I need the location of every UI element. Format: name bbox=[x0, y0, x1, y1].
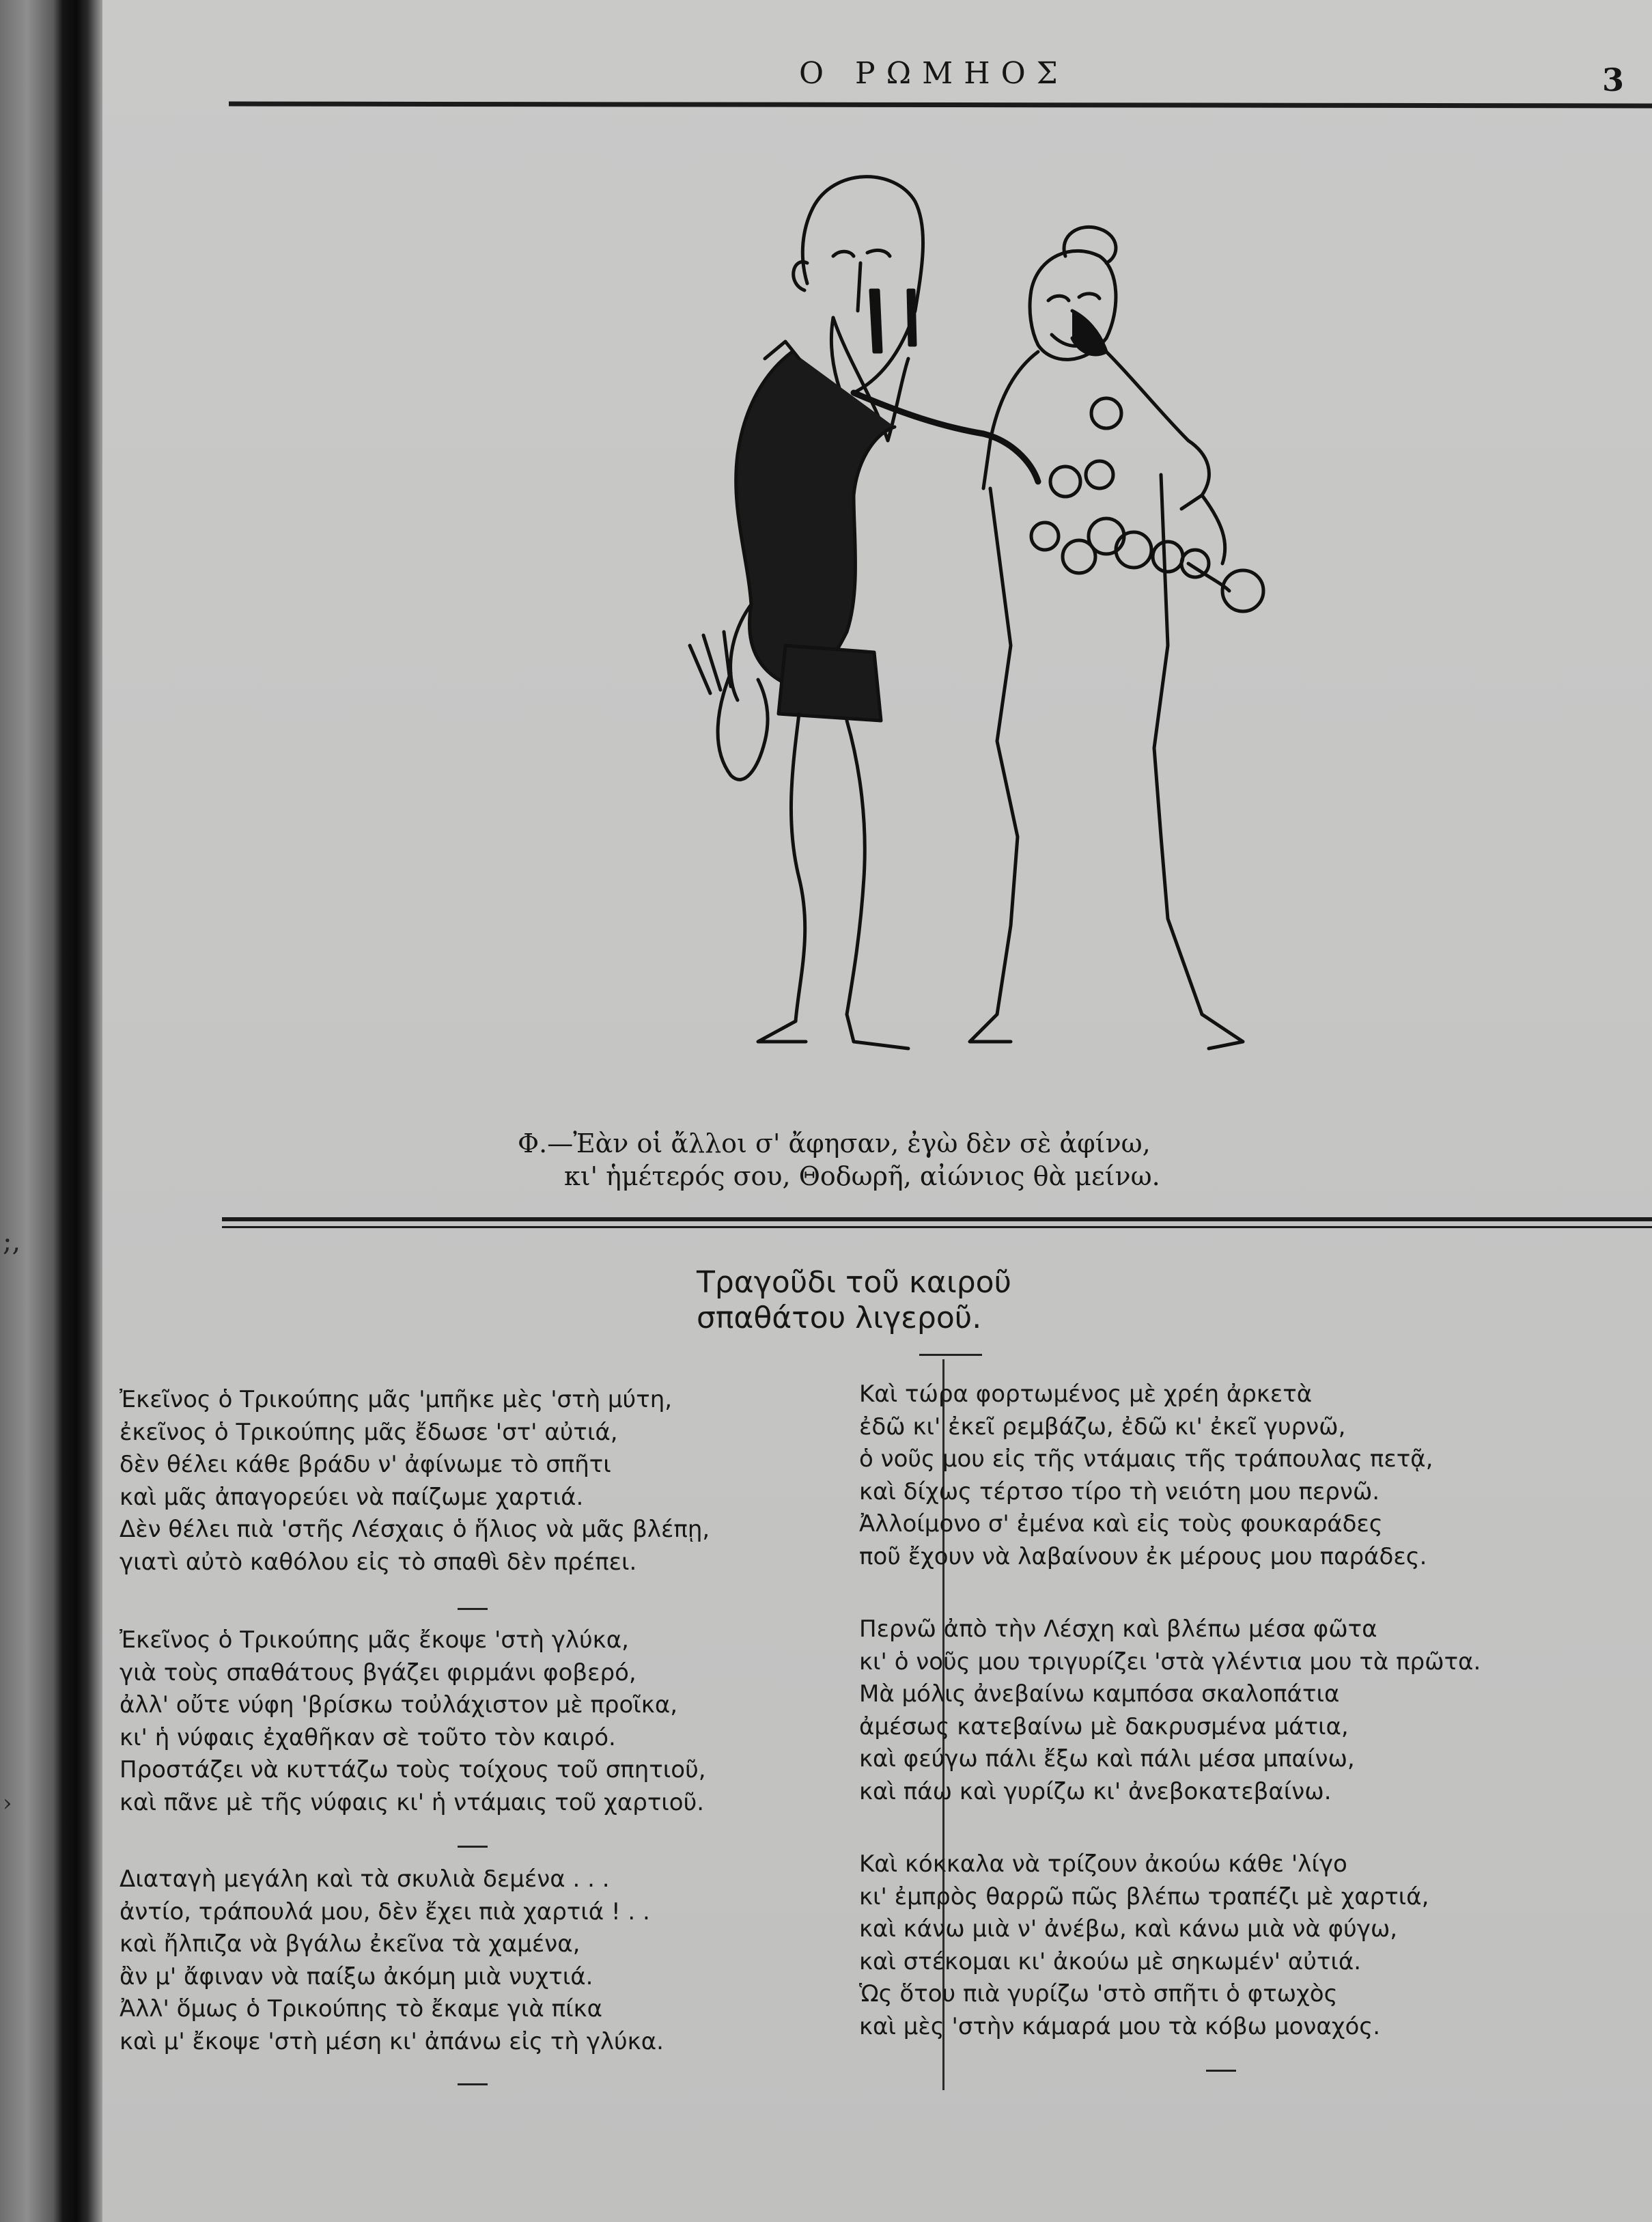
verse-line: κι' ἡ νύφαις ἐχαθῆκαν σὲ τοῦτο τὸν καιρό. bbox=[120, 1723, 616, 1751]
verse-line: ἀμέσως κατεβαίνω μὲ δακρυσμένα μάτια, bbox=[859, 1712, 1349, 1740]
verse-line: ἀλλ' οὔτε νύφη 'βρίσκω τοὐλάχιστον μὲ προῖκα, bbox=[120, 1691, 678, 1719]
stanza-separator bbox=[1206, 2070, 1236, 2072]
verse-line: ποῦ ἔχουν νὰ λαβαίνουν ἐκ μέρους μου παράδες. bbox=[859, 1542, 1427, 1570]
masthead-title: Ο ΡΩΜΗΟΣ bbox=[799, 56, 1069, 91]
verse-line: καὶ φεύγω πάλι ἔξω καὶ πάλι μέσα μπαίνω, bbox=[859, 1745, 1355, 1773]
verse-line: ἐδῶ κι' ἐκεῖ ρεμβάζω, ἐδῶ κι' ἐκεῖ γυρνῶ, bbox=[859, 1413, 1346, 1441]
stanza bbox=[859, 1848, 1429, 2043]
verse-line: Μὰ μόλις ἀνεβαίνω καμπόσα σκαλοπάτια bbox=[859, 1680, 1340, 1708]
verse-line: ἂν μ' ἄφιναν νὰ παίξω ἀκόμη μιὰ νυχτιά. bbox=[120, 1962, 593, 1990]
verse-line: καὶ μᾶς ἀπαγορεύει νὰ παίζωμε χαρτιά. bbox=[120, 1483, 584, 1511]
verse-line: καὶ πάω καὶ γυρίζω κι' ἀνεβοκατεβαίνω. bbox=[859, 1777, 1332, 1805]
caricature-illustration bbox=[628, 154, 1298, 1103]
newspaper-page bbox=[102, 0, 1652, 2222]
stanza-separator bbox=[458, 1608, 488, 1610]
verse-line: Δὲν θέλει πιὰ 'στῆς Λέσχαις ὁ ἥλιος νὰ μᾶς βλέπῃ, bbox=[120, 1516, 710, 1543]
verse-line: δὲν θέλει κάθε βράδυ ν' ἀφίνωμε τὸ σπῆτι bbox=[120, 1451, 611, 1478]
stanza bbox=[120, 1863, 664, 2058]
song-title-line: Τραγοῦδι τοῦ καιροῦ bbox=[697, 1265, 1012, 1300]
verse-line: κι' ὁ νοῦς μου τριγυρίζει 'στὰ γλέντια μου τὰ πρῶτα. bbox=[859, 1648, 1481, 1676]
stanza-separator bbox=[458, 2083, 488, 2085]
verse-line: ὁ νοῦς μου εἰς τῆς ντάμαις τῆς τράπουλας πετᾷ, bbox=[859, 1445, 1433, 1473]
verse-line: καὶ πᾶνε μὲ τῆς νύφαις κι' ἡ ντάμαις τοῦ χαρτιοῦ. bbox=[120, 1788, 705, 1816]
verse-line: Καὶ κόκκαλα νὰ τρίζουν ἀκούω κάθε 'λίγο bbox=[859, 1850, 1347, 1878]
margin-mark: ;, bbox=[3, 1226, 21, 1258]
stanza bbox=[120, 1624, 706, 1819]
verse-line: Ἐκεῖνος ὁ Τρικούπης μᾶς ἔκοψε 'στὴ γλύκα, bbox=[120, 1626, 629, 1654]
margin-mark: › bbox=[3, 1790, 12, 1817]
verse-line: Ὡς ὅτου πιὰ γυρίζω 'στὸ σπῆτι ὁ φτωχὸς bbox=[859, 1980, 1338, 2008]
stanza bbox=[859, 1378, 1433, 1573]
verse-line: Ἀλλοίμονο σ' ἐμένα καὶ εἰς τοὺς φουκαράδες bbox=[859, 1510, 1383, 1538]
verse-line: καὶ κάνω μιὰ ν' ἀνέβω, καὶ κάνω μιὰ νὰ φύγω, bbox=[859, 1915, 1398, 1943]
caption-line: κι' ἡμέτερός σου, Θοδωρῆ, αἰώνιος θὰ μείνω. bbox=[564, 1161, 1160, 1191]
song-title-line: σπαθάτου λιγεροῦ. bbox=[697, 1301, 982, 1335]
verse-line: Προστάζει νὰ κυττάζω τοὺς τοίχους τοῦ σπητιοῦ, bbox=[120, 1756, 706, 1783]
verse-line: ἀντίο, τράπουλά μου, δὲν ἔχει πιὰ χαρτιά ! . . bbox=[120, 1898, 650, 1926]
stanza bbox=[120, 1384, 710, 1579]
verse-line: καὶ δίχως τέρτσο τίρο τὴ νειότη μου περνῶ. bbox=[859, 1477, 1380, 1505]
section-rule bbox=[222, 1217, 1652, 1221]
verse-line: Καὶ τώρα φορτωμένος μὲ χρέη ἀρκετὰ bbox=[859, 1380, 1313, 1408]
book-binding-gutter bbox=[0, 0, 102, 2222]
stanza-separator bbox=[458, 1846, 488, 1848]
verse-line: καὶ μ' ἔκοψε 'στὴ μέση κι' ἀπάνω εἰς τὴ γλύκα. bbox=[120, 2027, 664, 2055]
verse-line: γιὰ τοὺς σπαθάτους βγάζει φιρμάνι φοβερό, bbox=[120, 1658, 636, 1686]
verse-line: ἐκεῖνος ὁ Τρικούπης μᾶς ἔδωσε 'στ' αὐτιά, bbox=[120, 1418, 618, 1446]
header-rule bbox=[229, 102, 1652, 109]
title-rule bbox=[919, 1354, 982, 1356]
caption-line: Φ.—Ἐὰν οἱ ἄλλοι σ' ἄφησαν, ἐγὼ δὲν σὲ ἀφίνω, bbox=[518, 1128, 1151, 1158]
verse-line: καὶ ἤλπιζα νὰ βγάλω ἐκεῖνα τὰ χαμένα, bbox=[120, 1930, 580, 1958]
verse-line: κι' ἐμπρὸς θαρρῶ πῶς βλέπω τραπέζι μὲ χαρτιά, bbox=[859, 1883, 1429, 1911]
verse-line: Ἀλλ' ὅμως ὁ Τρικούπης τὸ ἔκαμε γιὰ πίκα bbox=[120, 1995, 603, 2023]
verse-line: καὶ στέκομαι κι' ἀκούω μὲ σηκωμέν' αὐτιά. bbox=[859, 1947, 1362, 1975]
verse-line: Ἐκεῖνος ὁ Τρικούπης μᾶς 'μπῆκε μὲς 'στὴ μύτη, bbox=[120, 1386, 673, 1413]
verse-line: γιατὶ αὐτὸ καθόλου εἰς τὸ σπαθὶ δὲν πρέπει. bbox=[120, 1548, 637, 1576]
page-number: 3 bbox=[1602, 61, 1625, 98]
verse-line: Διαταγὴ μεγάλη καὶ τὰ σκυλιὰ δεμένα . . . bbox=[120, 1865, 610, 1893]
section-rule bbox=[222, 1226, 1652, 1228]
stanza bbox=[859, 1613, 1481, 1808]
verse-line: καὶ μὲς 'στὴν κάμαρά μου τὰ κόβω μοναχός. bbox=[859, 2012, 1381, 2040]
verse-line: Περνῶ ἀπὸ τὴν Λέσχη καὶ βλέπω μέσα φῶτα bbox=[859, 1615, 1377, 1643]
